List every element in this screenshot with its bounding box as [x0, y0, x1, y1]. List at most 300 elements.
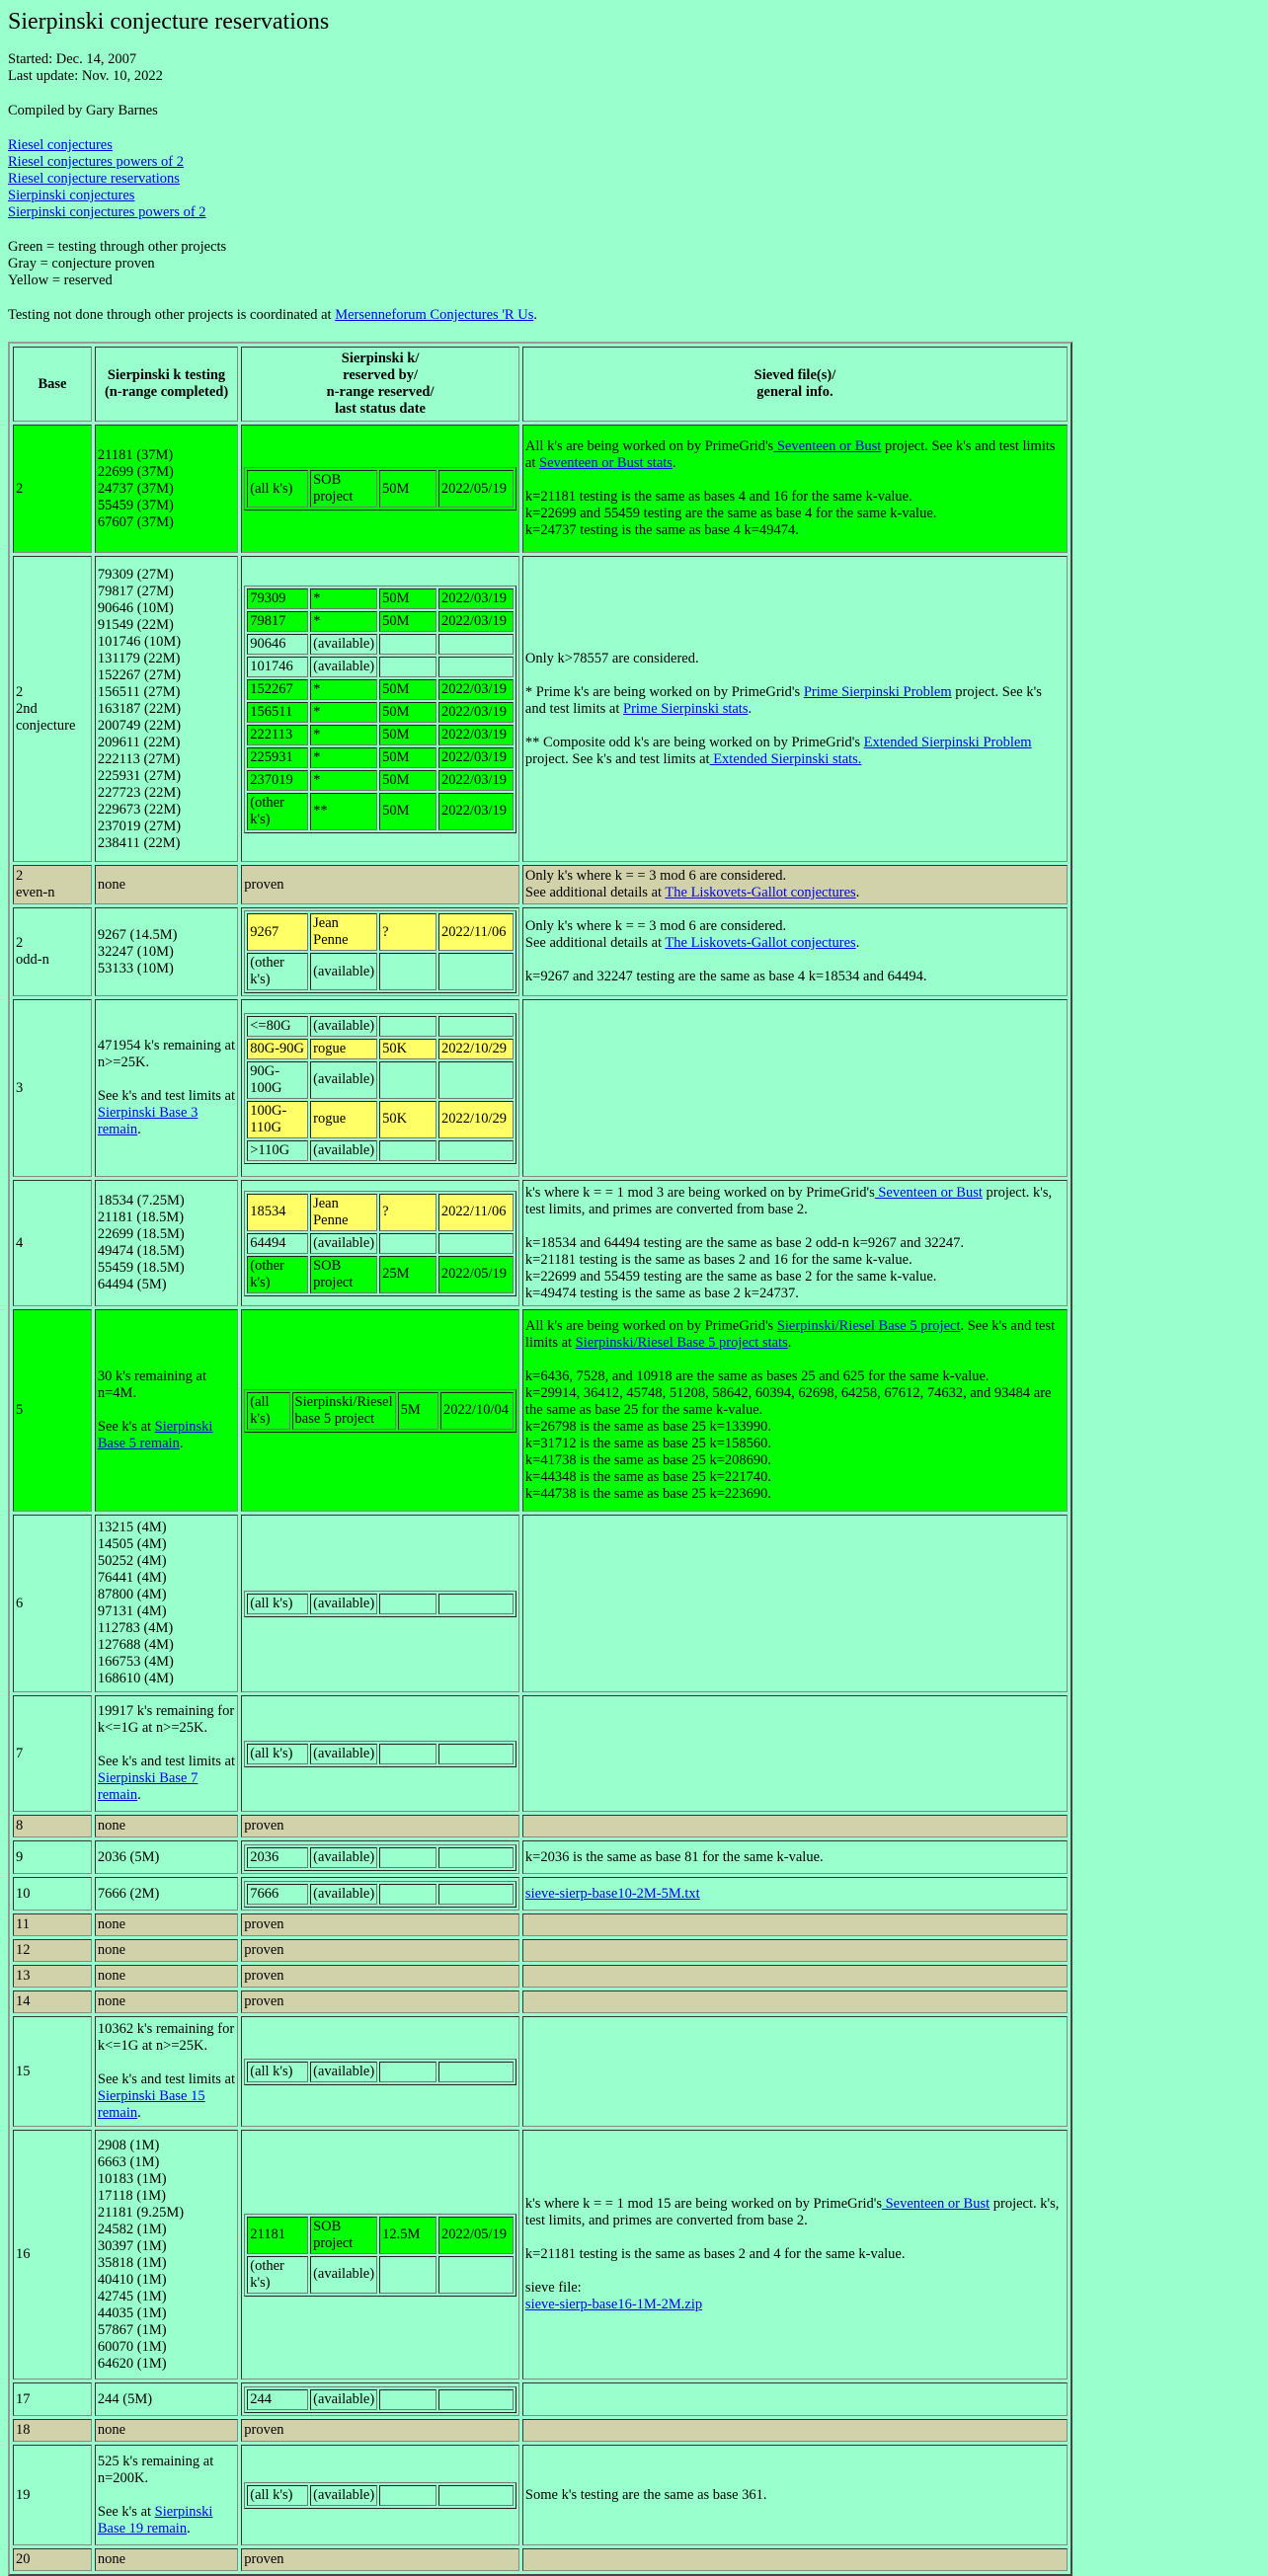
reservation-row [247, 1392, 514, 1430]
info-text: k=2036 is the same as base 81 for the same k-value. [524, 1848, 824, 1865]
base-cell [13, 2548, 92, 2571]
k-value: 64620 (1M) [97, 2355, 167, 2372]
reservation-field: 225931 [247, 747, 308, 768]
reservation-row [247, 2256, 514, 2294]
info-text: All k's are being worked on by PrimeGrid's [524, 438, 774, 454]
info-link[interactable]: sieve-sierp-base16-1M-2M.zip [524, 2297, 703, 2312]
testing-cell [95, 1309, 238, 1512]
reservation-field: 21181 [247, 2217, 308, 2254]
k-value: 17118 (1M) [97, 2187, 167, 2204]
testing-cell [95, 1180, 238, 1306]
reservation-field [438, 1847, 514, 1868]
reservation-field: 237019 [247, 770, 308, 791]
info-text: 30 k's remaining at n=4M. [97, 1368, 207, 1401]
reservation-field [379, 657, 436, 677]
info-text: k=31712 is the same as base 25 k=158560. [524, 1436, 772, 1451]
reservation-field: * [310, 702, 377, 723]
reservation-field: 152267 [247, 679, 308, 700]
reservation-field: 5M [398, 1392, 438, 1430]
base-cell [13, 2130, 92, 2380]
base-label: odd-n [16, 952, 49, 968]
reservation-field [438, 2485, 514, 2506]
info-link[interactable]: Sierpinski Base 7 remain [97, 1770, 198, 1803]
proven-label: proven [244, 1916, 284, 1932]
info-link[interactable]: Seventeen or Bust [874, 1184, 983, 1201]
link-riesel-reservations[interactable]: Riesel conjecture reservations [8, 171, 180, 187]
k-value: 127688 (4M) [97, 1637, 174, 1653]
testing-cell [95, 1840, 238, 1874]
info-text: See k's and test limits at [97, 1754, 236, 1769]
info-cell [522, 556, 1068, 862]
reservation-row [247, 1594, 514, 1614]
k-value: 131179 (22M) [97, 650, 181, 666]
reservation-field: 50M [379, 588, 436, 609]
reservation-field: 2022/11/06 [438, 1194, 514, 1231]
base-cell [13, 999, 92, 1177]
info-text: . [855, 885, 860, 900]
reservation-field: 79309 [247, 588, 308, 609]
k-value: 166753 (4M) [97, 1654, 174, 1670]
base-cell [13, 556, 92, 862]
testing-cell [95, 1991, 238, 2013]
info-link[interactable]: Seventeen or Bust [881, 2196, 991, 2212]
info-text: . [137, 2105, 141, 2121]
last-update-date: Last update: Nov. 10, 2022 [8, 68, 163, 84]
k-value: 152267 (27M) [97, 666, 182, 683]
k-value: 163187 (22M) [97, 700, 182, 717]
base-cell [13, 1877, 92, 1911]
k-value: 60070 (1M) [97, 2338, 167, 2355]
base-label: 19 [16, 2486, 31, 2503]
testing-cell [95, 1515, 238, 1692]
reservation-cell [241, 1939, 519, 1962]
reservation-field: * [310, 611, 377, 632]
info-cell [522, 2419, 1068, 2442]
base-row [13, 999, 1068, 1177]
info-text: ** Composite odd k's are being worked on by PrimeGrid's [524, 734, 864, 750]
reservation-field: SOB project [310, 470, 377, 507]
reservation-row [247, 770, 514, 791]
k-value: none [97, 1968, 126, 1984]
info-text: See additional details at [524, 935, 666, 951]
info-text: k=24737 testing is the same as base 4 k=49474. [524, 522, 799, 538]
reservation-cell [241, 2419, 519, 2442]
base-row [13, 907, 1068, 996]
info-text: 525 k's remaining at n=200K. [97, 2453, 214, 2486]
base-label: 8 [16, 1818, 24, 1834]
k-value: 64494 (5M) [97, 1277, 167, 1292]
info-link[interactable]: Sierpinski/Riesel Base 5 project stats [575, 1335, 788, 1351]
k-value: none [97, 1916, 126, 1932]
info-text: 471954 k's remaining at n>=25K. [97, 1038, 236, 1070]
reservation-field: (all k's) [247, 2062, 308, 2082]
info-cell [522, 907, 1068, 996]
reservation-field: 12.5M [379, 2217, 436, 2254]
k-value: 55459 (37M) [97, 497, 174, 513]
reservation-field: 50K [379, 1101, 436, 1138]
reservation-cell [241, 1515, 519, 1692]
k-value: 2908 (1M) [97, 2137, 160, 2153]
testing-cell [95, 2016, 238, 2127]
base-label: 2nd [16, 700, 38, 717]
info-text: k=26798 is the same as base 25 k=133990. [524, 1419, 772, 1435]
k-value: 21181 (18.5M) [97, 1210, 185, 1225]
k-value: 50252 (4M) [97, 1553, 167, 1569]
reservation-cell [241, 1913, 519, 1936]
testing-cell [95, 556, 238, 862]
base-row [13, 1840, 1068, 1874]
base-cell [13, 1913, 92, 1936]
reservation-field [379, 2485, 436, 2506]
reservation-row [247, 657, 514, 677]
info-link[interactable]: Seventeen or Bust stats [539, 455, 673, 471]
info-text: See k's and test limits at [97, 2071, 236, 2087]
k-value: none [97, 2551, 126, 2567]
reservation-field: 50M [379, 470, 436, 507]
info-text: k=29914, 36412, 45748, 51208, 58642, 60394, 62698, 64258, 67612, 74632, and 93484 are the same as base 25 for the same k-value. [524, 1385, 1052, 1418]
info-text: . [672, 455, 676, 471]
reservation-subtable [244, 585, 516, 833]
reservation-field: 100G-110G [247, 1101, 308, 1138]
info-link[interactable]: Sierpinski Base 19 remain [97, 2503, 213, 2537]
base-row [13, 2419, 1068, 2442]
base-row [13, 1815, 1068, 1837]
reservation-field [438, 657, 514, 677]
k-value: 222113 (27M) [97, 750, 181, 767]
k-value: 87800 (4M) [97, 1587, 167, 1602]
k-value: 55459 (18.5M) [97, 1260, 185, 1276]
reservation-field: * [310, 725, 377, 745]
base-cell [13, 2419, 92, 2442]
link-sierpinski-conjectures[interactable]: Sierpinski conjectures [8, 188, 135, 203]
reservation-subtable [244, 1844, 516, 1871]
reservation-field: 50K [379, 1039, 436, 1059]
reservation-row [247, 470, 514, 507]
info-text: * Prime k's are being worked on by PrimeGrid's [524, 683, 804, 700]
reservation-row [247, 679, 514, 700]
reservation-field [438, 1884, 514, 1905]
reservation-field: 9267 [247, 913, 308, 951]
base-row [13, 1913, 1068, 1936]
info-text: . [187, 2520, 191, 2537]
reservation-field: Jean Penne [310, 913, 377, 951]
reservation-field: 2022/11/06 [438, 913, 514, 951]
header-sieved: Sieved file(s)/ general info. [522, 347, 1068, 422]
info-text: See k's and test limits at [97, 1088, 236, 1104]
info-text: Only k>78557 are considered. [524, 650, 699, 666]
info-cell [522, 2016, 1068, 2127]
info-link[interactable]: The Liskovets-Gallot conjectures [665, 885, 856, 900]
base-row [13, 1695, 1068, 1812]
reservation-field [438, 1016, 514, 1037]
info-text: k=41738 is the same as base 25 k=208690. [524, 1452, 772, 1468]
info-link[interactable]: Sierpinski/Riesel Base 5 project [776, 1318, 961, 1334]
k-value: 40410 (1M) [97, 2271, 167, 2288]
info-text: . [137, 1787, 141, 1803]
legend-yellow: Yellow = reserved [8, 273, 113, 288]
reservation-field: (other k's) [247, 1256, 308, 1293]
info-link[interactable]: Extended Sierpinski stats. [709, 750, 862, 767]
info-text: k=22699 and 55459 testing are the same as base 2 for the same k-value. [524, 1268, 937, 1285]
base-label: 10 [16, 1885, 31, 1902]
link-riesel-conjectures[interactable]: Riesel conjectures [8, 137, 113, 153]
info-cell [522, 865, 1068, 904]
reservation-field [438, 1744, 514, 1764]
proven-label: proven [244, 2551, 284, 2567]
k-value: none [97, 876, 126, 893]
base-cell [13, 865, 92, 904]
legend-gray: Gray = conjecture proven [8, 256, 155, 272]
k-value: 18534 (7.25M) [97, 1193, 185, 1209]
base-row [13, 865, 1068, 904]
reservation-cell [241, 2445, 519, 2545]
reservation-row [247, 913, 514, 951]
header-reserved: Sierpinski k/ reserved by/ n-range reserved/ last status date [241, 347, 519, 422]
legend-green: Green = testing through other projects [8, 239, 227, 255]
base-row [13, 556, 1068, 862]
base-cell [13, 2445, 92, 2545]
testing-cell [95, 1877, 238, 1911]
info-link[interactable]: Sierpinski Base 5 remain [97, 1419, 213, 1451]
info-cell [522, 1815, 1068, 1837]
info-link[interactable]: Extended Sierpinski Problem [863, 734, 1032, 750]
reservation-field: 2022/05/19 [438, 470, 514, 507]
proven-label: proven [244, 1993, 284, 2009]
reservation-cell [241, 1965, 519, 1988]
reservation-row [247, 2485, 514, 2506]
reservation-field: ** [310, 793, 377, 830]
info-cell [522, 1180, 1068, 1306]
info-text: . [855, 935, 860, 951]
link-mersenneforum[interactable]: Mersenneforum Conjectures 'R Us [335, 307, 534, 323]
info-text: k=9267 and 32247 testing are the same as base 4 k=18534 and 64494. [524, 969, 927, 984]
base-cell [13, 2016, 92, 2127]
reservation-field: 64494 [247, 1233, 308, 1254]
reservation-field: 50M [379, 611, 436, 632]
info-text: . [137, 1122, 141, 1137]
info-link[interactable]: Sierpinski Base 3 remain [97, 1105, 198, 1137]
base-label: 2 [16, 480, 24, 497]
info-text: . [787, 1335, 792, 1351]
k-value: 22699 (37M) [97, 463, 174, 480]
info-text: k=22699 and 55459 testing are the same as base 4 for the same k-value. [524, 506, 937, 521]
k-value: 209611 (22M) [97, 734, 181, 750]
reservation-row [247, 1039, 514, 1059]
info-text: k's where k = = 1 mod 15 are being worked on by PrimeGrid's [524, 2196, 882, 2212]
info-cell [522, 1991, 1068, 2013]
info-text: sieve file: [524, 2280, 582, 2296]
reservation-row [247, 953, 514, 990]
reservation-field: 2036 [247, 1847, 308, 1868]
k-value: 13215 (4M) [97, 1520, 167, 1535]
info-text: k=18534 and 64494 testing are the same as base 2 odd-n k=9267 and 32247. [524, 1234, 964, 1251]
reservation-cell [241, 1180, 519, 1306]
info-link[interactable]: Prime Sierpinski Problem [803, 683, 952, 700]
reservation-row [247, 793, 514, 830]
k-value: none [97, 1993, 126, 2009]
reservation-field [438, 1140, 514, 1161]
reservation-field: (other k's) [247, 953, 308, 990]
info-cell [522, 2382, 1068, 2416]
k-value: 79309 (27M) [97, 566, 174, 583]
proven-label: proven [244, 1942, 284, 1958]
info-cell [522, 999, 1068, 1177]
k-value: 24582 (1M) [97, 2221, 167, 2237]
info-link[interactable]: Seventeen or Bust [773, 438, 882, 454]
reservation-field: 156511 [247, 702, 308, 723]
reservation-field [379, 1233, 436, 1254]
reservation-field: 25M [379, 1256, 436, 1293]
base-label: 5 [16, 1402, 24, 1418]
info-cell [522, 1877, 1068, 1911]
testing-cell [95, 1965, 238, 1988]
reservation-field [379, 2389, 436, 2410]
reservation-field: 2022/03/19 [438, 588, 514, 609]
reservation-field: (available) [310, 1233, 377, 1254]
info-link[interactable]: Sierpinski Base 15 remain [97, 2088, 205, 2121]
reservation-field: 50M [379, 747, 436, 768]
testing-cell [95, 2130, 238, 2380]
reservation-field: ? [379, 913, 436, 951]
k-value: 237019 (27M) [97, 818, 182, 834]
info-cell [522, 1939, 1068, 1962]
info-text: . [179, 1436, 184, 1451]
reservation-row [247, 1744, 514, 1764]
header-base: Base [13, 347, 92, 422]
started-date: Started: Dec. 14, 2007 [8, 51, 137, 67]
info-cell [522, 1965, 1068, 1988]
base-row [13, 2382, 1068, 2416]
reservation-field: (available) [310, 2256, 377, 2294]
base-label: 9 [16, 1848, 24, 1865]
testing-cell [95, 2382, 238, 2416]
reservation-cell [241, 2548, 519, 2571]
reservation-field [379, 2256, 436, 2294]
k-value: 244 (5M) [97, 2390, 153, 2407]
reservation-row [247, 1884, 514, 1905]
reservation-subtable [244, 467, 516, 510]
reservation-field: (available) [310, 1744, 377, 1764]
base-label: 3 [16, 1079, 24, 1096]
reservation-subtable [244, 2214, 516, 2297]
base-row [13, 1939, 1068, 1962]
base-label: 20 [16, 2551, 31, 2567]
reservation-row [247, 1194, 514, 1231]
reservation-field: 2022/03/19 [438, 679, 514, 700]
k-value: 49474 (18.5M) [97, 1243, 185, 1259]
reservation-cell [241, 907, 519, 996]
base-label: 2 [16, 868, 24, 884]
reservation-row [247, 1256, 514, 1293]
k-value: 156511 (27M) [97, 683, 181, 700]
base-row [13, 1180, 1068, 1306]
reservation-field: rogue [310, 1039, 377, 1059]
reservation-row [247, 725, 514, 745]
reservation-field: (all k's) [247, 470, 308, 507]
k-value: 35818 (1M) [97, 2254, 167, 2271]
color-legend [8, 239, 1268, 289]
reservation-field: 101746 [247, 657, 308, 677]
link-riesel-powers-of-2[interactable]: Riesel conjectures powers of 2 [8, 154, 184, 170]
info-text: k=44738 is the same as base 25 k=223690. [524, 1486, 772, 1502]
k-value: 91549 (22M) [97, 616, 174, 633]
reservation-field: 2022/03/19 [438, 793, 514, 830]
info-text: project. k's, test limits, and primes are converted from base 2. [524, 2196, 1060, 2228]
k-value: 227723 (22M) [97, 784, 182, 801]
info-text: See k's at [97, 2503, 155, 2520]
info-link[interactable]: The Liskovets-Gallot conjectures [665, 935, 856, 951]
reservation-subtable [244, 2386, 516, 2413]
reservation-subtable [244, 1013, 516, 1164]
info-text: project. k's, test limits, and primes are converted from base 2. [524, 1184, 1053, 1217]
reservation-field: (available) [310, 2389, 377, 2410]
info-text: All k's are being worked on by PrimeGrid's [524, 1318, 777, 1334]
reservation-field [379, 1744, 436, 1764]
testing-cell [95, 999, 238, 1177]
k-value: 10183 (1M) [97, 2170, 167, 2187]
info-text: k's where k = = 1 mod 3 are being worked on by PrimeGrid's [524, 1184, 875, 1201]
base-label: 6 [16, 1595, 24, 1611]
reservation-field: 2022/03/19 [438, 770, 514, 791]
header-row [13, 347, 1068, 422]
base-row [13, 2445, 1068, 2545]
reservation-field: * [310, 770, 377, 791]
proven-label: proven [244, 2422, 284, 2438]
base-cell [13, 1309, 92, 1512]
info-cell [522, 2548, 1068, 2571]
reservation-field: 244 [247, 2389, 308, 2410]
k-value: 42745 (1M) [97, 2288, 167, 2304]
info-cell [522, 2445, 1068, 2545]
k-value: 21181 (9.25M) [97, 2204, 185, 2221]
reservation-field: (available) [310, 2062, 377, 2082]
reservation-field: (all k's) [247, 1392, 289, 1430]
link-sierpinski-powers-of-2[interactable]: Sierpinski conjectures powers of 2 [8, 204, 206, 220]
reservation-field: (all k's) [247, 1744, 308, 1764]
reservation-row [247, 1101, 514, 1138]
info-text: k=21181 testing is the same as bases 2 and 16 for the same k-value. [524, 1251, 912, 1268]
reservation-row [247, 1061, 514, 1099]
k-value: 53133 (10M) [97, 960, 174, 976]
k-value: 7666 (2M) [97, 1885, 160, 1902]
reservation-subtable [244, 1881, 516, 1908]
k-value: 97131 (4M) [97, 1603, 167, 1619]
reservation-field: 222113 [247, 725, 308, 745]
reservation-field [438, 1233, 514, 1254]
reservation-field: 90G-100G [247, 1061, 308, 1099]
info-text: k=21181 testing is the same as bases 2 and 4 for the same k-value. [524, 2246, 906, 2262]
reservation-field [379, 953, 436, 990]
info-link[interactable]: Prime Sierpinski stats [623, 700, 749, 717]
reservation-row [247, 702, 514, 723]
reservation-field: (available) [310, 657, 377, 677]
reservation-field: 2022/03/19 [438, 702, 514, 723]
info-text: See additional details at [524, 885, 666, 900]
base-cell [13, 1815, 92, 1837]
k-value: 44035 (1M) [97, 2304, 167, 2321]
reservation-field: 2022/03/19 [438, 611, 514, 632]
base-cell [13, 2382, 92, 2416]
proven-label: proven [244, 1818, 284, 1834]
reservation-field [438, 1594, 514, 1614]
info-link[interactable]: sieve-sierp-base10-2M-5M.txt [524, 1885, 700, 1902]
header-testing: Sierpinski k testing (n-range completed) [95, 347, 238, 422]
k-value: 200749 (22M) [97, 717, 182, 734]
reservation-field [438, 2389, 514, 2410]
reservation-cell [241, 1991, 519, 2013]
base-label: 12 [16, 1942, 31, 1958]
dates-block [8, 51, 1268, 85]
